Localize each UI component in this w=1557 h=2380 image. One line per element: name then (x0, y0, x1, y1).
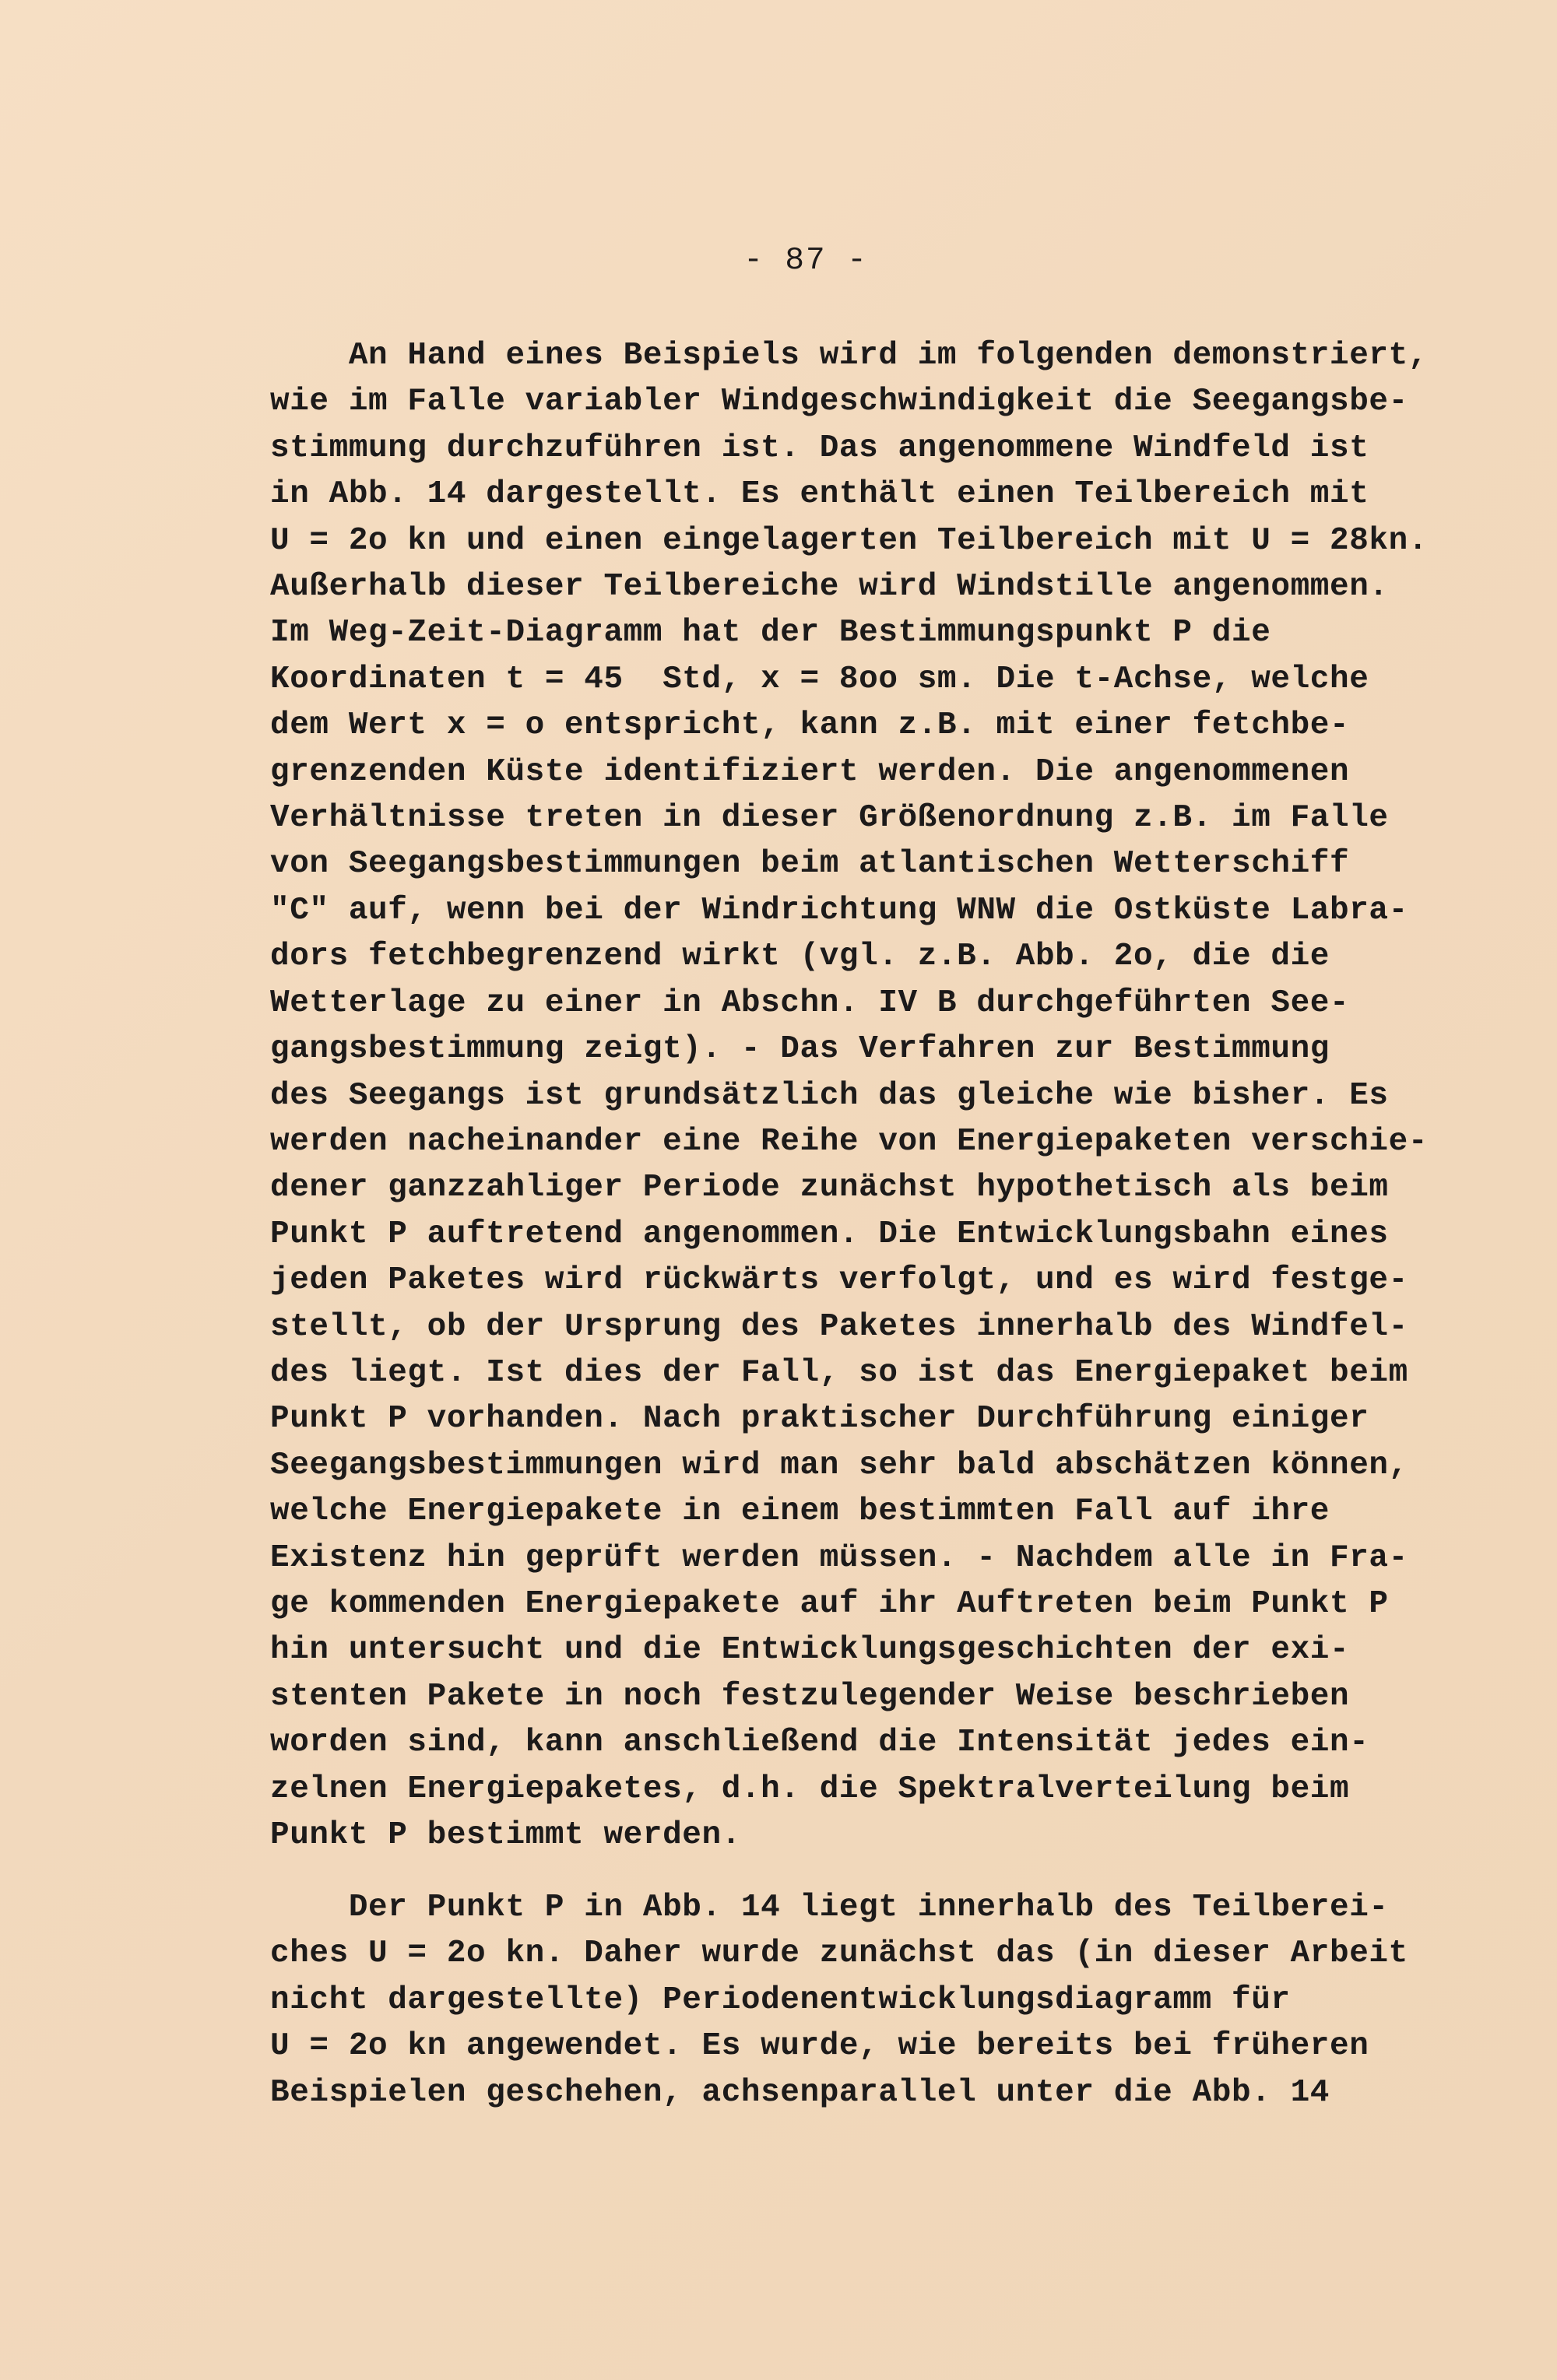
text-line: Außerhalb dieser Teilbereiche wird Windstille angenommen. (270, 569, 1389, 606)
text-line: U = 2o kn und einen eingelagerten Teilbereich mit U = 28kn. (270, 522, 1429, 559)
text-line: Seegangsbestimmungen wird man sehr bald abschätzen können, (270, 1447, 1408, 1483)
text-line: dem Wert x = o entspricht, kann z.B. mit einer fetchbe- (270, 707, 1350, 744)
text-line: Existenz hin geprüft werden müssen. - Nachdem alle in Fra- (270, 1539, 1408, 1576)
text-line: Punkt P bestimmt werden. (270, 1817, 741, 1853)
text-line: "C" auf, wenn bei der Windrichtung WNW die Ostküste Labra- (270, 892, 1408, 928)
text-line: jeden Paketes wird rückwärts verfolgt, und es wird festge- (270, 1262, 1408, 1299)
text-line: dener ganzzahliger Periode zunächst hypothetisch als beim (270, 1170, 1389, 1206)
text-line: in Abb. 14 dargestellt. Es enthält einen Teilbereich mit (270, 476, 1369, 513)
text-line: stenten Pakete in noch festzulegender Weise beschrieben (270, 1678, 1350, 1715)
text-line: von Seegangsbestimmungen beim atlantischen Wetterschiff (270, 846, 1350, 883)
text-line: stimmung durchzuführen ist. Das angenommene Windfeld ist (270, 430, 1369, 466)
text-line: An Hand eines Beispiels wird im folgenden demonstriert, (270, 338, 1429, 374)
text-line: Im Weg-Zeit-Diagramm hat der Bestimmungspunkt P die (270, 615, 1271, 651)
text-line: des Seegangs ist grundsätzlich das gleiche wie bisher. Es (270, 1077, 1389, 1114)
text-line: zelnen Energiepaketes, d.h. die Spektralverteilung beim (270, 1771, 1350, 1807)
text-line: Wetterlage zu einer in Abschn. IV B durchgeführten See- (270, 985, 1350, 1021)
text-line: dors fetchbegrenzend wirkt (vgl. z.B. Abb. 2o, die die (270, 939, 1330, 975)
text-line: Beispielen geschehen, achsenparallel unter die Abb. 14 (270, 2074, 1330, 2111)
text-line: worden sind, kann anschließend die Intensität jedes ein- (270, 1725, 1369, 1761)
page-number: - 87 - (743, 243, 868, 279)
text-line: werden nacheinander eine Reihe von Energiepaketen verschie- (270, 1123, 1429, 1160)
text-line: Verhältnisse treten in dieser Größenordnung z.B. im Falle (270, 800, 1389, 837)
text-line: Koordinaten t = 45 Std, x = 8oo sm. Die t-Achse, welche (270, 661, 1369, 697)
text-line: nicht dargestellte) Periodenentwicklungsdiagramm für (270, 1982, 1291, 2018)
text-line: Der Punkt P in Abb. 14 liegt innerhalb des Teilberei- (270, 1890, 1389, 1925)
text-line: Punkt P vorhanden. Nach praktischer Durchführung einiger (270, 1401, 1369, 1437)
text-line: wie im Falle variabler Windgeschwindigkeit die Seegangsbe- (270, 384, 1408, 420)
text-line: des liegt. Ist dies der Fall, so ist das Energiepaket beim (270, 1354, 1408, 1391)
text-line: hin untersucht und die Entwicklungsgeschichten der exi- (270, 1632, 1350, 1669)
text-line: Punkt P auftretend angenommen. Die Entwicklungsbahn eines (270, 1216, 1389, 1252)
text-line: U = 2o kn angewendet. Es wurde, wie bereits bei früheren (270, 2028, 1369, 2065)
text-line: ches U = 2o kn. Daher wurde zunächst das (in dieser Arbeit (270, 1936, 1408, 1972)
text-line: stellt, ob der Ursprung des Paketes innerhalb des Windfel- (270, 1308, 1408, 1345)
paragraph-2 (270, 1885, 1408, 2116)
text-line: welche Energiepakete in einem bestimmten Fall auf ihre (270, 1494, 1330, 1530)
text-line: gangsbestimmung zeigt). - Das Verfahren zur Bestimmung (270, 1031, 1330, 1068)
text-line: grenzenden Küste identifiziert werden. Die angenommenen (270, 753, 1350, 790)
paragraph-1 (270, 333, 1429, 1859)
text-line: ge kommenden Energiepakete auf ihr Auftreten beim Punkt P (270, 1585, 1389, 1622)
